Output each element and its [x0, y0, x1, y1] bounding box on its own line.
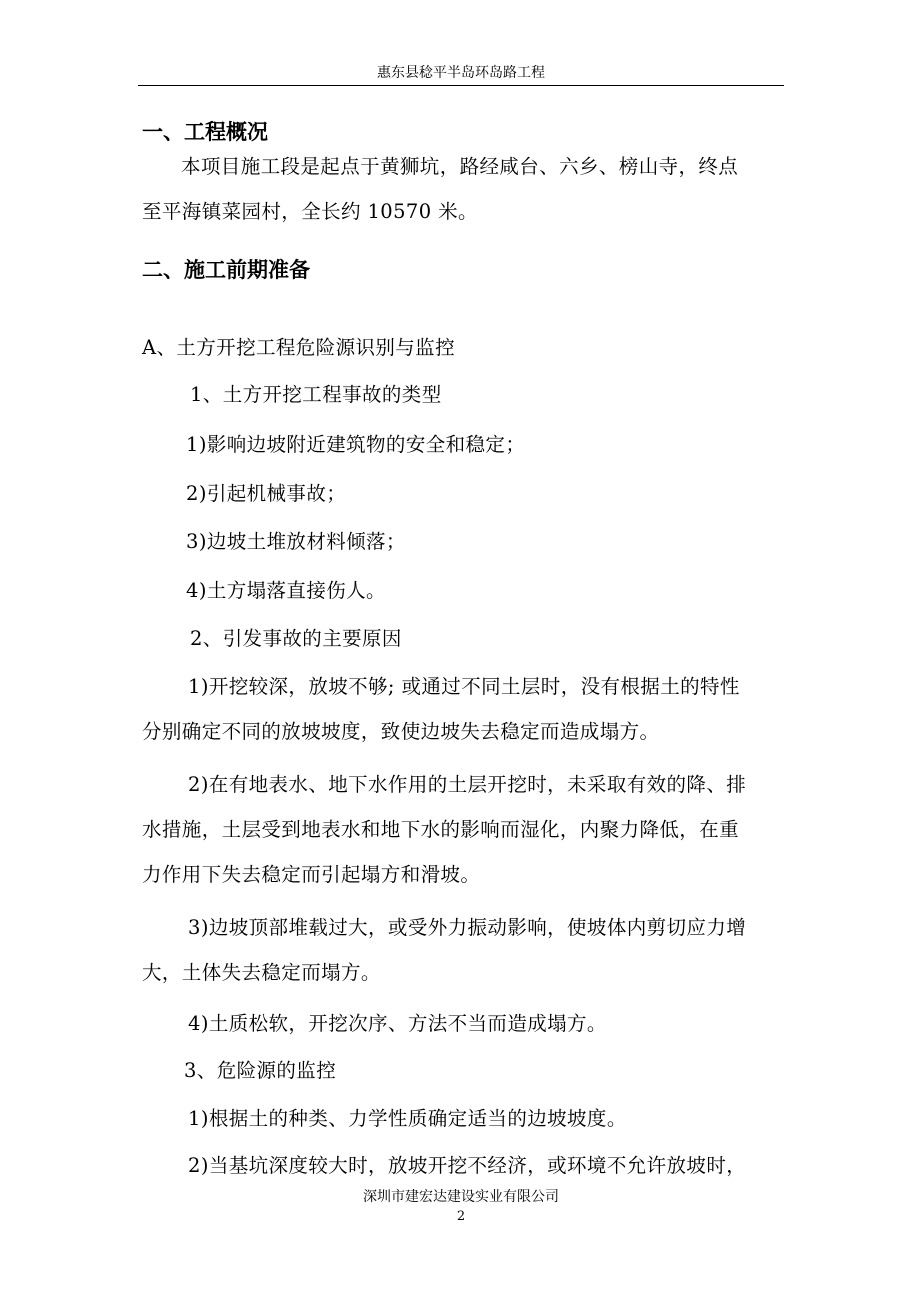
page-footer: 深圳市建宏达建设实业有限公司 — [363, 1189, 559, 1205]
part-1-item — [186, 577, 386, 605]
paragraph-line: 1)开挖较深，放坡不够; 或通过不同土层时，没有根据土的特性 — [188, 675, 740, 698]
part-3-item — [188, 1105, 627, 1133]
item-text: )当基坑深度较大时，放坡开挖不经济，或环境不允许放坡时， — [200, 1154, 747, 1177]
reason-paragraph — [142, 905, 792, 995]
part-1-item — [186, 480, 346, 508]
item-number: 1 — [186, 433, 199, 456]
part-1-title: 1、土方开挖工程事故的类型 — [190, 383, 442, 406]
part-3-title: 3、危险源的监控 — [184, 1059, 337, 1082]
page-number: 2 — [456, 1209, 466, 1224]
paragraph-line: 至平海镇菜园村，全长约 10570 米。 — [142, 200, 478, 223]
paragraph-line: 本项目施工段是起点于黄狮坑，路经咸台、六乡、榜山寺，终点 — [181, 155, 739, 178]
paragraph-line: 2)在有地表水、地下水作用的土层开挖时，未采取有效的降、排 — [188, 773, 747, 796]
item-text: )边坡土堆放材料倾落； — [198, 530, 406, 553]
item-number: 1 — [188, 1107, 201, 1130]
item-number: 3 — [188, 916, 201, 939]
page-header: 惠东县稔平半岛环岛路工程 — [377, 65, 545, 81]
item-text: )影响边坡附近建筑物的安全和稳定； — [198, 433, 526, 456]
item-number: 2 — [188, 773, 201, 796]
item-number: 4 — [188, 1012, 201, 1035]
subsection-a-heading: A、土方开挖工程危险源识别与监控 — [142, 336, 455, 359]
item-text: )土方塌落直接伤人。 — [198, 579, 386, 602]
paragraph-line: 分别确定不同的放坡坡度，致使边坡失去稳定而造成塌方。 — [142, 720, 660, 743]
paragraph-line: 3)边坡顶部堆载过大，或受外力振动影响，使坡体内剪切应力增 — [188, 916, 747, 939]
item-number: 4 — [186, 579, 199, 602]
part-1-item — [186, 528, 406, 556]
reason-paragraph — [142, 762, 792, 897]
paragraph-line: 大，土体失去稳定而塌方。 — [142, 961, 381, 984]
part-2-title: 2、引发事故的主要原因 — [190, 627, 402, 650]
item-text: )引起机械事故； — [198, 482, 347, 505]
reason-paragraph: 4)土质松软，开挖次序、方法不当而造成塌方。 — [188, 1012, 607, 1035]
part-3-item — [188, 1152, 746, 1180]
header-rule — [138, 85, 784, 86]
item-text: )根据土的种类、力学性质确定适当的边坡坡度。 — [200, 1107, 627, 1130]
item-number: 2 — [188, 1154, 201, 1177]
reason-paragraph — [142, 664, 792, 754]
item-number: 2 — [186, 482, 199, 505]
paragraph-line: 水措施，土层受到地表水和地下水的影响而湿化，内聚力降低，在重 — [142, 818, 740, 841]
part-1-item — [186, 431, 525, 459]
item-number: 3 — [186, 530, 199, 553]
section-2-heading: 二、施工前期准备 — [142, 257, 310, 282]
section-1-paragraph — [142, 144, 792, 234]
section-1-heading: 一、工程概况 — [142, 119, 268, 144]
item-number: 1 — [188, 675, 201, 698]
paragraph-line: 力作用下失去稳定而引起塌方和滑坡。 — [142, 863, 481, 886]
